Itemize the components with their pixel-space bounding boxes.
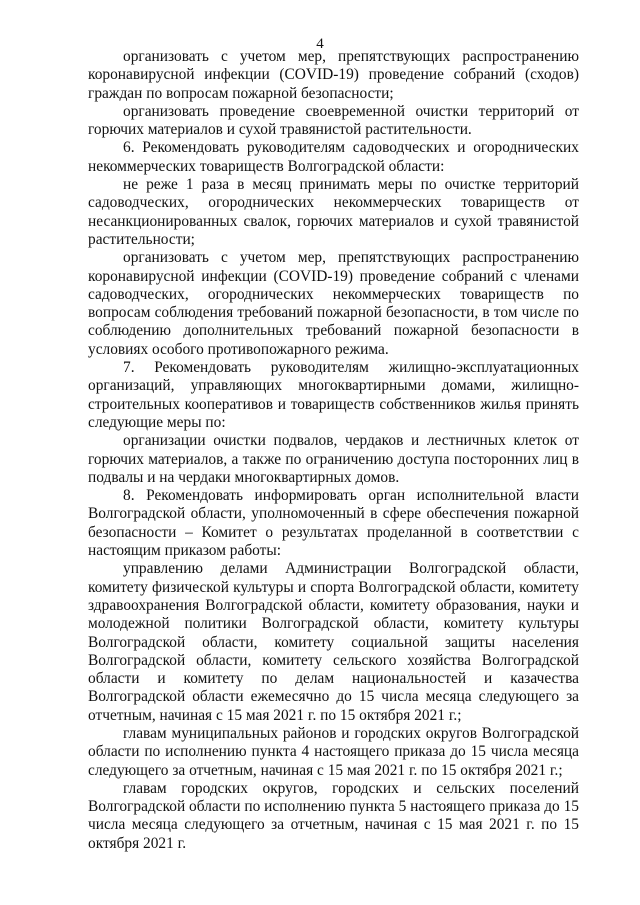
paragraph-item-8: 8. Рекомендовать информировать орган исполнительной власти Волгоградской области, уполномоченный в сфере обеспечения пожарной безопасности – Комитет о результатах проделанной в соответствии с настоящим приказом работы: <box>88 487 579 560</box>
paragraph-settlement-heads-report: главам городских округов, городских и сельских поселений Волгоградской области по исполнению пункта 5 настоящего приказа до 15 числа месяца следующего за отчетным, начиная с 15 мая 2021 г. по 15 октября 2021 г. <box>88 779 579 852</box>
paragraph-monthly-cleaning: не реже 1 раза в месяц принимать меры по очистке территорий садоводческих, огороднических некоммерческих товариществ от несанкционированных свалок, горючих материалов и сухой травянистой растительности; <box>88 176 579 248</box>
paragraph-member-meetings: организовать с учетом мер, препятствующих распространению коронавирусной инфекции (COVID-19) проведение собраний с членами садоводческих, огороднических некоммерческих товариществ по вопросам соблюдения требований пожарной безопасности, в том числе по соблюдению дополнительных требований пожарной безопасности в условиях особого противопожарного режима. <box>88 249 579 358</box>
paragraph-municipal-heads-report: главам муниципальных районов и городских округов Волгоградской области по исполнению пункта 4 настоящего приказа до 15 числа месяца следующего за отчетным, начиная с 15 мая 2021 г. по 15 октября 2021 г.; <box>88 724 579 779</box>
paragraph-territory-cleaning: организовать проведение своевременной очистки территорий от горючих материалов и сухой травянистой растительности. <box>88 102 579 139</box>
page-number: 4 <box>316 36 324 52</box>
document-body <box>88 48 579 853</box>
paragraph-basement-cleaning: организации очистки подвалов, чердаков и лестничных клеток от горючих материалов, а также по ограничению доступа посторонних лиц в подвалы и на чердаки многоквартирных домов. <box>88 432 579 486</box>
paragraph-item-7: 7. Рекомендовать руководителям жилищно-эксплуатационных организаций, управляющих многоквартирными домами, жилищно-строительных кооперативов и товариществ собственников жилья принять следующие меры по: <box>88 359 579 431</box>
paragraph-committees-report: управлению делами Администрации Волгоградской области, комитету физической культуры и спорта Волгоградской области, комитету здравоохранения Волгоградской области, комитету образования, науки и молодежной политики Волгоградской области, комитету культуры Волгоградской области, комитету социальной защиты населения Волгоградской области, комитету сельского хозяйства Волгоградской области и комитету по делам национальностей и казачества Волгоградской области ежемесячно до 15 числа месяца следующего за отчетным, начиная с 15 мая 2021 г. по 15 октября 2021 г.; <box>88 560 579 724</box>
paragraph-meetings-fire-safety: организовать с учетом мер, препятствующих распространению коронавирусной инфекции (COVID-19) проведение собраний (сходов) граждан по вопросам пожарной безопасности; <box>88 48 579 102</box>
paragraph-item-6: 6. Рекомендовать руководителям садоводческих и огороднических некоммерческих товариществ Волгоградской области: <box>88 139 579 175</box>
